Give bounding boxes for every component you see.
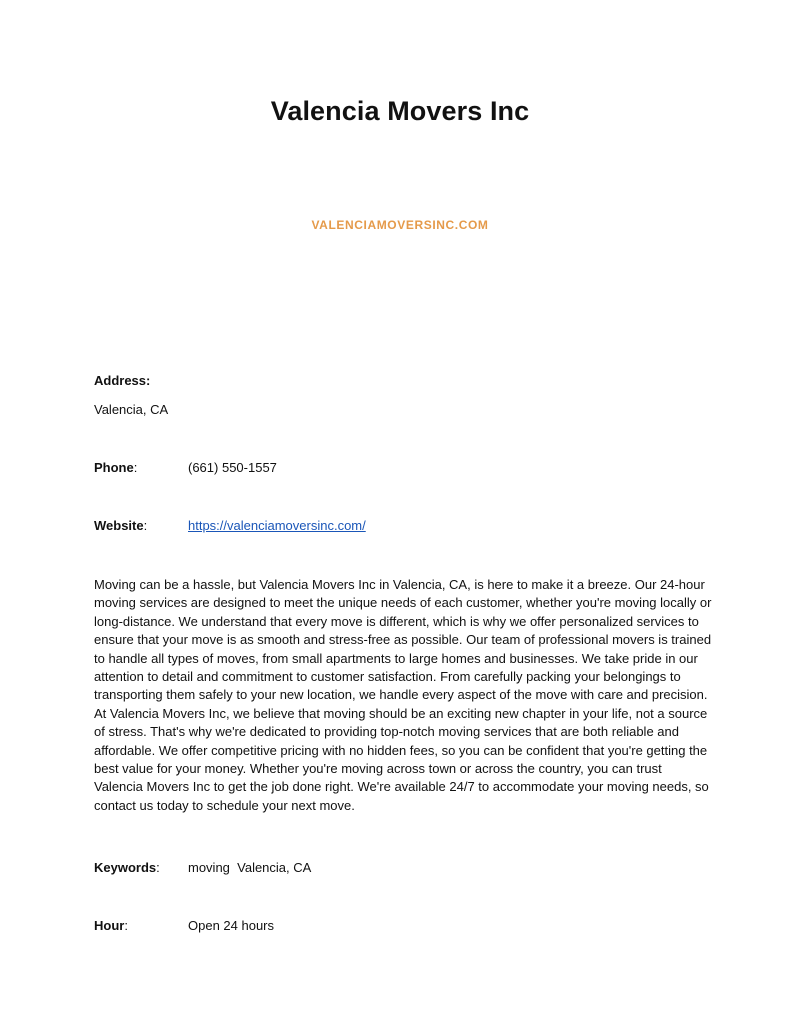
- hour-value: Open 24 hours: [188, 918, 275, 933]
- address-label: Address:: [94, 373, 151, 388]
- phone-label: Phone: [94, 460, 134, 475]
- hour-label: Hour: [94, 918, 125, 933]
- phone-value: (661) 550-1557: [188, 460, 277, 475]
- phone-label-row: [94, 459, 137, 477]
- page-title: Valencia Movers Inc: [270, 96, 530, 126]
- business-description: Moving can be a hassle, but Valencia Movers Inc in Valencia, CA, is here to make it a breeze. Our 24-hour moving services are designed to meet the unique needs of each customer, whether you're moving locally or long-distance. We understand that every move is different, which is why we offer personalized services to ensure that your move is as smooth and stress-free as possible. Our team of professional movers is trained to handle all types of moves, from small apartments to large homes and businesses. We take pride in our attention to detail and commitment to customer satisfaction. From carefully packing your belongings to transporting them safely to your new location, we handle every aspect of the move with care and precision. At Valencia Movers Inc, we believe that moving should be an exciting new chapter in your life, not a source of stress. That's why we're dedicated to providing top-notch moving services that are both reliable and affordable. We offer competitive pricing with no hidden fees, so you can be confident that you're getting the best value for your money. Whether you're moving across town or across the country, you can trust Valencia Movers Inc to get the job done right. We're available 24/7 to accommodate your moving needs, so contact us today to schedule your next move.: [94, 577, 712, 813]
- keywords-label: Keywords: [94, 860, 157, 875]
- keywords-label-colon: :: [156, 860, 160, 875]
- address-label-row: [94, 372, 150, 390]
- website-link[interactable]: https://valenciamoversinc.com/: [188, 518, 366, 533]
- website-label-row: [94, 517, 147, 535]
- hour-label-colon: :: [124, 918, 128, 933]
- phone-label-colon: :: [133, 460, 138, 475]
- website-label: Website: [94, 518, 144, 533]
- keywords-value: moving Valencia, CA: [188, 860, 312, 875]
- keywords-label-row: [94, 859, 160, 877]
- website-row: [188, 517, 366, 535]
- company-logo: VALENCIAMOVERSINC.COM: [311, 218, 489, 232]
- hour-label-row: [94, 917, 128, 935]
- address-value: Valencia, CA: [94, 402, 169, 417]
- website-label-colon: :: [143, 518, 148, 533]
